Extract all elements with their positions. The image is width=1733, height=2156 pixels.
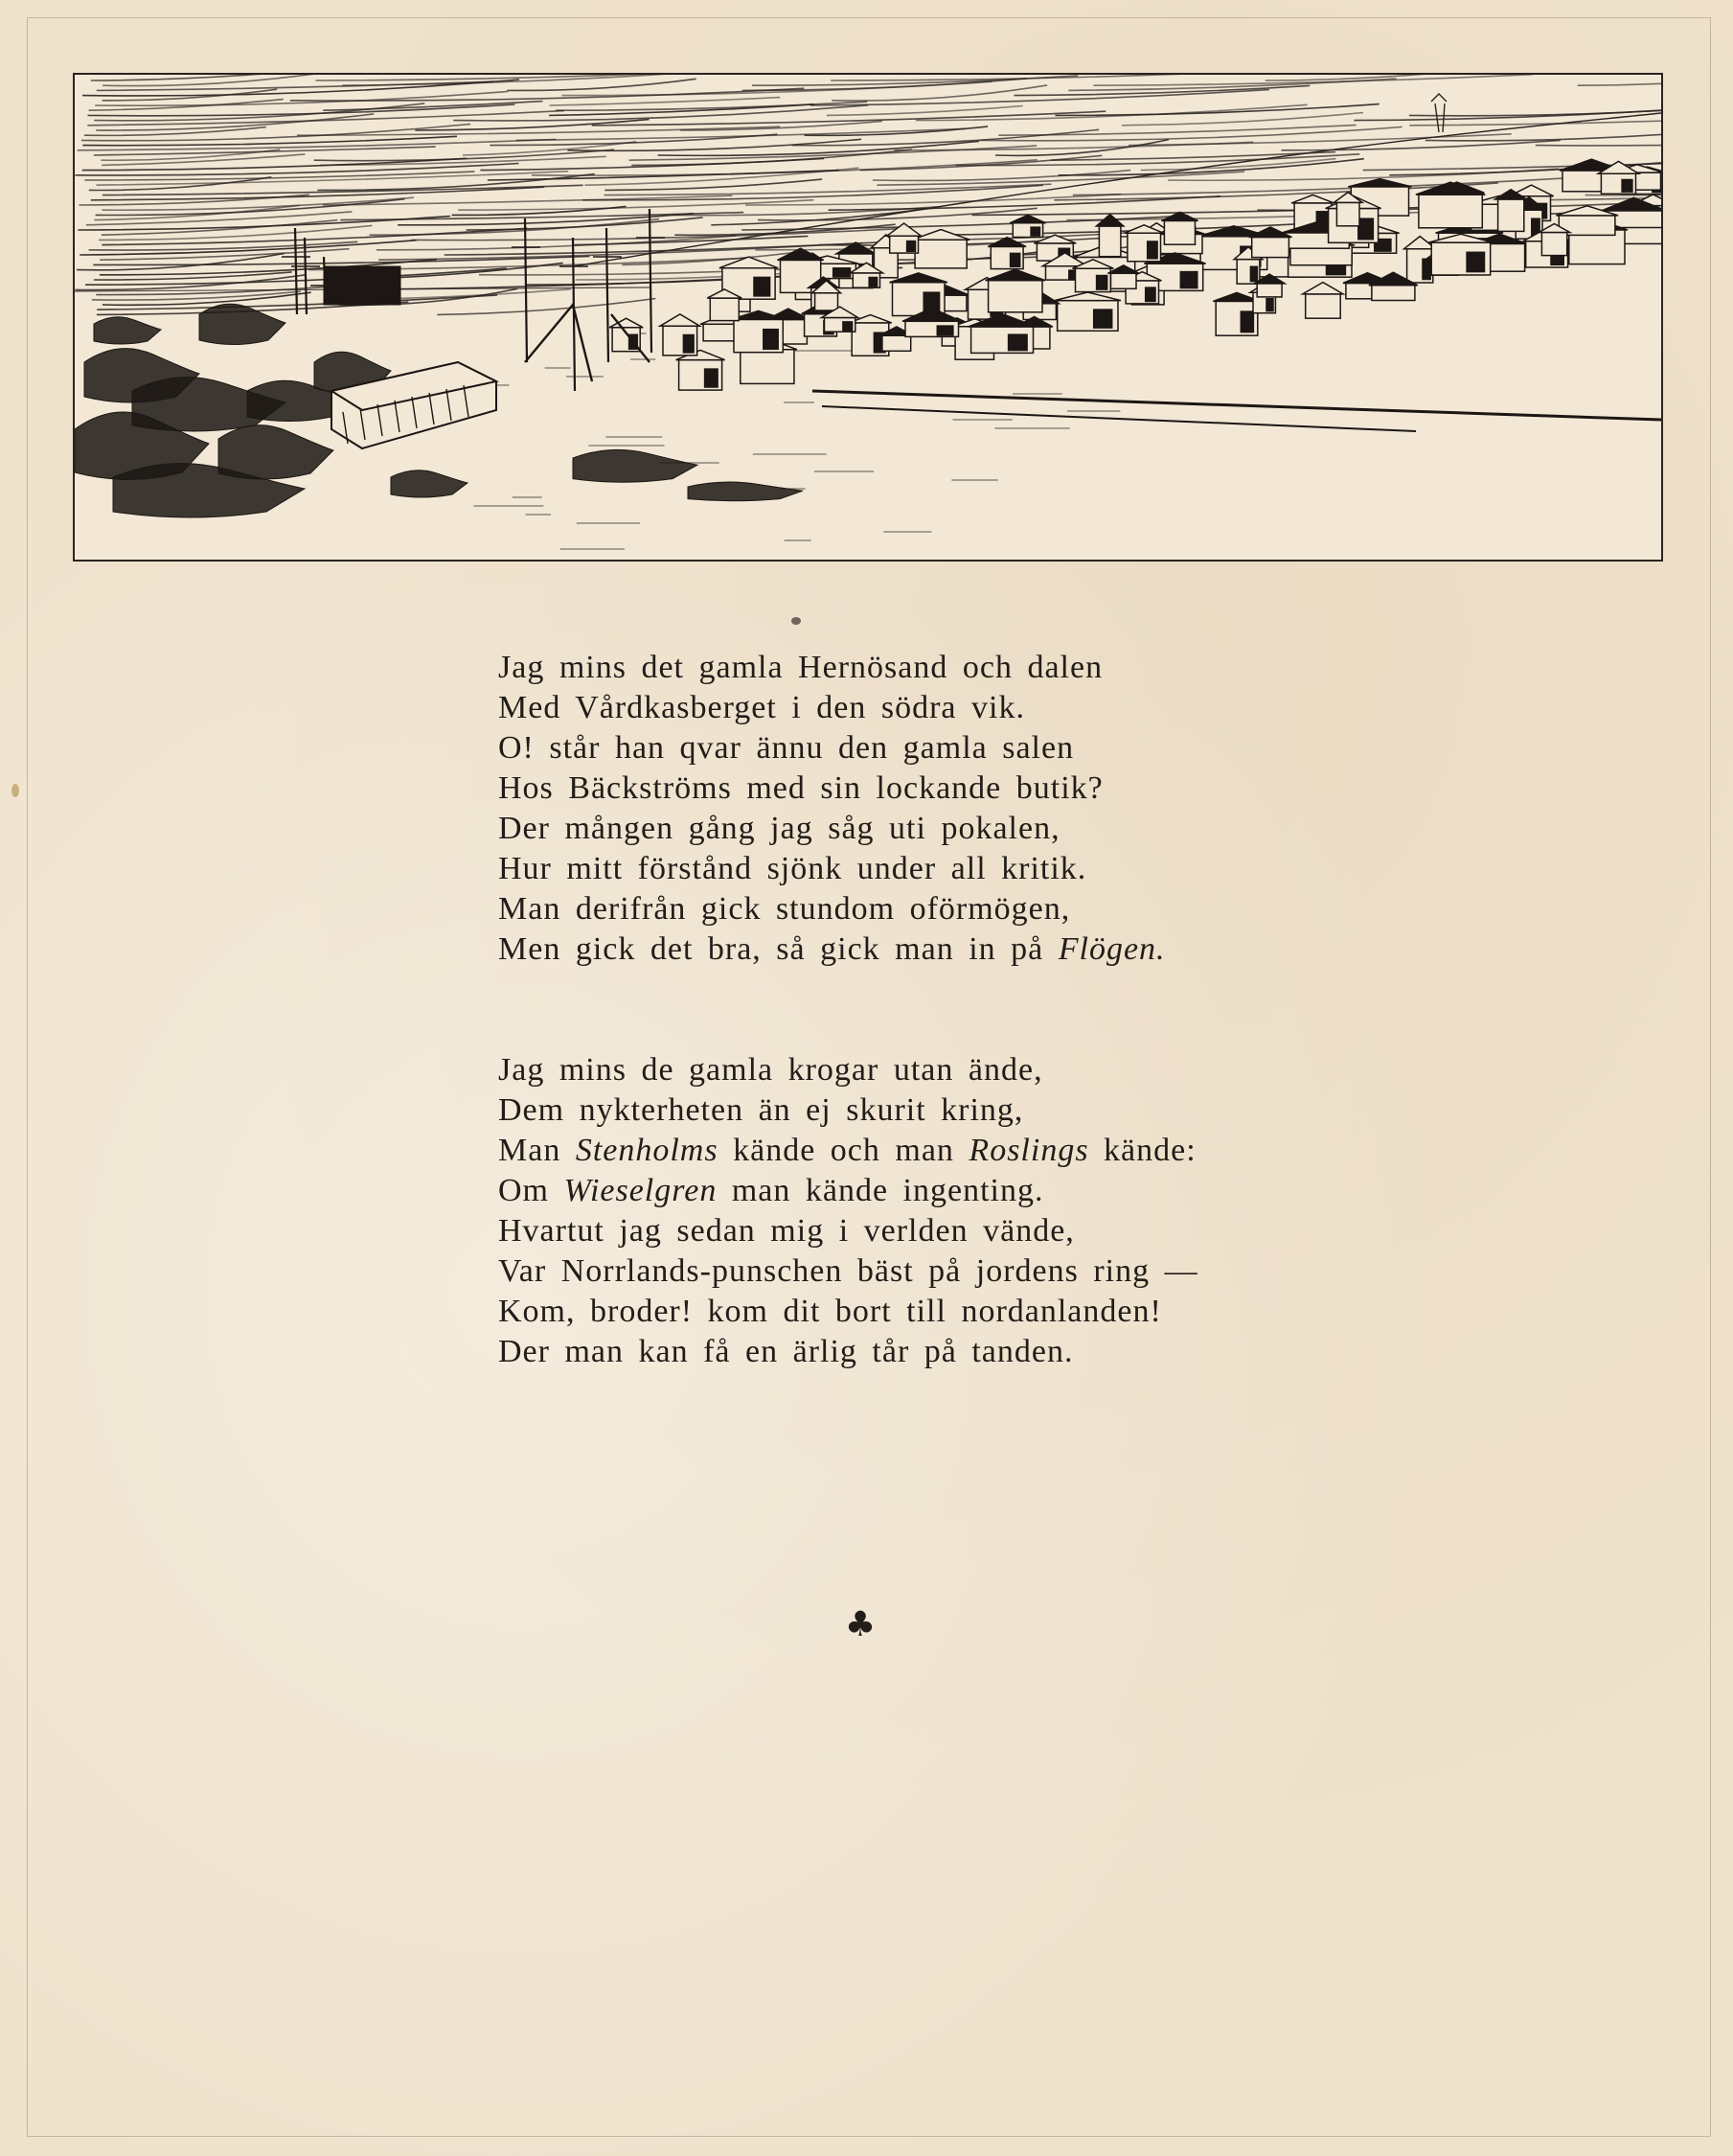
building-shadow [1097, 276, 1107, 290]
rock-shape [573, 449, 697, 482]
sky-hatch-line [562, 81, 992, 95]
building-shadow [1031, 227, 1039, 236]
rock-shape [218, 425, 333, 479]
sky-hatch-line [1409, 106, 1661, 116]
town-building [1010, 216, 1045, 238]
town-building [1125, 225, 1164, 262]
quay-line [812, 391, 1661, 420]
building-shadow [1358, 218, 1374, 240]
stanza-2-line-8: Der man kan få en ärlig tår på tanden. [498, 1334, 1074, 1369]
sky-hatch-line [77, 253, 285, 269]
building-shadow [1146, 287, 1155, 301]
stanza-1-line-3: O! står han qvar ännu den gamla salen [498, 730, 1075, 766]
sky-hatch-line [604, 179, 822, 190]
building-shadow [1148, 241, 1157, 259]
stanza-2-line-3-part-b: kände och man [718, 1133, 969, 1168]
building-shadow [754, 277, 770, 296]
building-wall [1336, 202, 1359, 225]
stanza-1-line-6: Hur mitt förstånd sjönk under all kritik. [498, 851, 1087, 886]
building-wall [882, 335, 911, 351]
ship-mast [305, 238, 307, 314]
building-wall [1306, 294, 1341, 318]
stanza-2-line-3-part-c: kände: [1088, 1133, 1197, 1168]
sky-hatch-line [1056, 104, 1380, 116]
rock-shape [688, 482, 803, 501]
building-wall [741, 350, 794, 384]
poem-stanza-2 [498, 1050, 1322, 1372]
building-shadow [705, 369, 718, 387]
building-roof [1348, 179, 1411, 187]
building-wall [989, 281, 1042, 312]
building-wall [1257, 284, 1282, 297]
town-building [660, 314, 700, 356]
sky-hatch-line [297, 126, 780, 135]
sky-hatch-line [95, 91, 508, 105]
building-shadow [1250, 266, 1257, 281]
building-shadow [683, 335, 694, 353]
building-shadow [1011, 253, 1020, 266]
town-building [1055, 292, 1121, 331]
building-shadow [869, 278, 877, 287]
place-name-flogen: Flögen. [1058, 931, 1166, 967]
building-shadow [764, 330, 778, 350]
name-roslings: Roslings [969, 1133, 1089, 1168]
sky-hatch-line [916, 104, 1308, 120]
town-building [1303, 283, 1343, 319]
building-roof [1291, 195, 1334, 203]
sky-hatch-line [84, 127, 266, 136]
ship-mast [606, 228, 608, 362]
stanza-1-line-4: Hos Bäckströms med sin lockande butik? [498, 770, 1104, 806]
stanza-2-line-4-part-a: Om [498, 1173, 564, 1208]
building-shadow [1467, 252, 1484, 271]
building-shadow [907, 241, 916, 252]
sky-hatch-line [792, 129, 1100, 145]
ink-speck [791, 617, 801, 625]
building-roof [1010, 216, 1045, 223]
sky-hatch-line [437, 299, 655, 315]
sky-hatch-line [832, 85, 1047, 101]
building-wall [1111, 273, 1137, 288]
stanza-2-line-5: Hvartut jag sedan mig i verlden vände, [498, 1213, 1075, 1249]
building-shadow [1180, 272, 1197, 288]
stanza-1-line-2: Med Vårdkasberget i den södra vik. [498, 690, 1025, 725]
town-building [890, 273, 948, 316]
stanza-2-line-3-part-a: Man [498, 1133, 576, 1168]
club-ornament-icon: ♣ [844, 1605, 877, 1644]
building-wall [1164, 220, 1195, 244]
building-wall [915, 240, 967, 268]
building-roof [1303, 283, 1343, 294]
building-shadow [937, 326, 953, 335]
sky-hatch-line [550, 98, 781, 105]
building-wall [1099, 226, 1121, 257]
ship-mast [650, 209, 651, 353]
paper-stain [11, 784, 19, 797]
building-shadow [1094, 310, 1112, 328]
sky-hatch-line [370, 219, 659, 236]
building-wall [710, 298, 739, 321]
town-building [1428, 234, 1493, 275]
sky-hatch-line [1578, 75, 1661, 85]
engraving-drawing [75, 75, 1661, 560]
ship-mast [295, 228, 297, 314]
building-shadow [1622, 180, 1632, 193]
stanza-1-line-1: Jag mins det gamla Hernösand och dalen [498, 650, 1104, 685]
quay-edge [822, 406, 1416, 431]
building-shadow [1266, 299, 1273, 311]
stanza-1-line-8-text: Men gick det bra, så gick man in på [498, 931, 1059, 967]
stanza-1-line-5: Der mången gång jag såg uti pokalen, [498, 811, 1060, 846]
building-shadow [833, 268, 851, 277]
building-roof [1055, 292, 1121, 301]
stanza-2-line-3 [498, 1131, 1322, 1171]
sky-hatch-line [980, 127, 1402, 141]
building-shadow [1423, 259, 1430, 279]
church-tower [1431, 94, 1447, 132]
stanza-1-line-8 [498, 929, 1322, 970]
rock-shape [94, 317, 161, 344]
building-wall [1372, 286, 1415, 301]
stanza-2-line-1: Jag mins de gamla krogar utan ände, [498, 1052, 1043, 1088]
sky-hatch-line [711, 208, 933, 225]
building-wall [1541, 233, 1566, 256]
town-building [1495, 190, 1527, 232]
name-stenholms: Stenholms [575, 1133, 718, 1168]
harbor-town-illustration [73, 73, 1663, 562]
stanza-2-line-7: Kom, broder! kom dit bort till nordanlanden! [498, 1294, 1162, 1329]
stanza-2-line-4 [498, 1171, 1322, 1211]
building-wall [815, 293, 838, 310]
stanza-2-line-4-part-b: man kände ingenting. [717, 1173, 1044, 1208]
stanza-2-line-2: Dem nykterheten än ej skurit kring, [498, 1092, 1024, 1128]
building-shadow [843, 322, 853, 331]
building-wall [1419, 195, 1482, 228]
rock-shape [391, 470, 467, 497]
stanza-2-line-6: Var Norrlands-punschen bäst på jordens ring — [498, 1253, 1198, 1289]
stanza-1-line-7: Man derifrån gick stundom oförmögen, [498, 891, 1071, 927]
sky-hatch-line [827, 106, 1023, 116]
building-shadow [1009, 334, 1028, 350]
building-wall [1498, 199, 1524, 231]
poem-stanza-1 [498, 648, 1322, 970]
sky-hatch-line [895, 142, 1254, 150]
town-building [986, 269, 1045, 312]
building-roof [660, 314, 700, 326]
building-wall [1252, 238, 1289, 258]
sky-hatch-line [516, 128, 966, 140]
building-shadow [1241, 311, 1253, 333]
town-building [676, 350, 725, 390]
name-wieselgren: Wieselgren [563, 1173, 718, 1208]
sky-hatch-line [878, 172, 1245, 185]
building-roof [986, 269, 1045, 280]
